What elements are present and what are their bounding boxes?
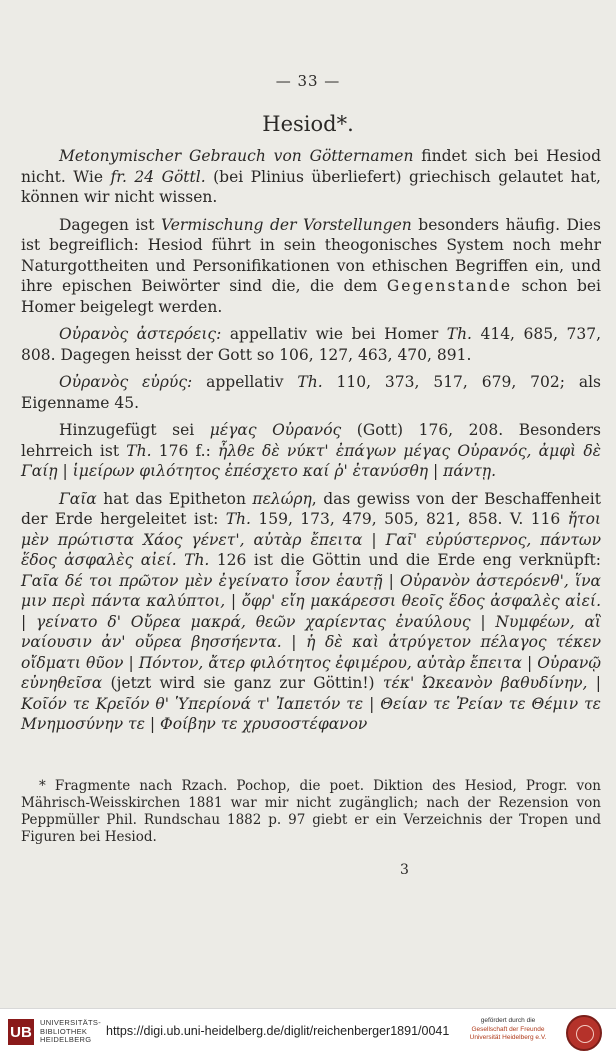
body-text — [21, 146, 601, 735]
footnote-text: * Fragmente nach Rzach. Pochop, die poet. Diktion des Hesiod, Progr. von Mährisch-Weisskirchen 1881 war mir nicht zugänglich; nach der Rezension von Peppmüller Phil. Rundschau 1882 p. 97 giebt er ein Verzeichnis der Tropen und Figuren bei Hesiod. — [21, 778, 601, 845]
text-run: appellativ wie bei Homer — [221, 325, 447, 343]
sponsor-credit[interactable]: gefördert durch die Gesellschaft der Freunde Universität Heidelberg e.V. — [469, 1017, 547, 1041]
library-mark-icon: UB — [8, 1019, 34, 1045]
text-run: besonders häufig. Dies ist begreiflich: Hesiod führt in sein theogonisches System noch mehr Naturgottheiten und Personifikationen von ethischen Begriffen ein, und ihre epischen Beiwörter sind die, die dem — [21, 215, 601, 295]
library-logo[interactable] — [8, 1019, 101, 1045]
footnote — [21, 778, 601, 846]
greek-quote: Γαῖα — [59, 489, 97, 508]
paragraph — [21, 324, 601, 365]
text-run: appellativ — [192, 373, 298, 391]
text-run: hat das Epitheton — [96, 489, 253, 508]
paragraph — [21, 489, 601, 735]
greek-quote: Οὐρανὸς εὐρύς: — [59, 373, 193, 391]
paragraph — [21, 215, 601, 318]
greek-quote: ἦλθε δὲ νύκτ' ἐπάγων μέγας Οὐρανός, ἀμφὶ δὲ Γαίῃ | ἱμείρων φιλότητος ἐπέσχετο καί ῥ' ἐτανύσθη | πάντῃ. — [21, 441, 601, 480]
emphasis: Th. — [225, 510, 251, 528]
greek-quote: ἤτοι μὲν πρώτιστα Χάος γένετ', αὐτὰρ ἔπειτα | Γαῖ' εὐρύστερνος, πάντων ἕδος ἀσφαλὲς αἰεί. — [21, 510, 601, 569]
greek-quote: Γαῖα δέ τοι πρῶτον μὲν ἐγείνατο ἶσον ἑαυτῇ | Οὐρανὸν ἀστερόενθ', ἵνα μιν περὶ πάντα καλύπτοι, | ὄφρ' εἴη μακάρεσσι θεοῖς ἕδος ἀσφαλὲς αἰεί. | γείνατο δ' Οὔρεα μακρά, θεῶν χαρίεντας ἐναύλους | Νυμφέων, αἳ ναίουσιν ἀν' οὔρεα βησσήεντα. | ἡ δὲ καὶ ἀτρύγετον πέλαγος τέκεν οἴδματι θῦον | Πόντον, ἄτερ φιλότητος ἐφιμέρου, αὐτὰρ ἔπειτα | Οὐρανῷ εὐνηθεῖσα — [21, 571, 601, 692]
paragraph — [21, 372, 601, 413]
footnote-rule — [21, 770, 601, 771]
emphasis: Th. — [184, 551, 210, 569]
text-run: Dagegen ist — [59, 215, 161, 234]
paragraph — [21, 420, 601, 482]
text-run: schon bei Homer beigelegt werden. — [21, 277, 601, 316]
text-run — [177, 551, 184, 569]
text-run: 414, 685, 737, 808. Dagegen heisst der Gott so 106, 127, 463, 470, 891. — [21, 325, 601, 364]
permalink[interactable]: https://digi.ub.uni-heidelberg.de/diglit/reichenberger1891/0041 — [106, 1024, 450, 1038]
library-name: UNIVERSITÄTS- BIBLIOTHEK HEIDELBERG — [40, 1018, 101, 1045]
viewer-footer — [0, 1008, 616, 1057]
greek-quote: Οὐρανὸς ἀστερόεις: — [59, 325, 222, 343]
text-run: findet sich bei Hesiod nicht. Wie — [21, 147, 602, 186]
text-run: (bei Plinius überliefert) griechisch gelautet hat, können wir nicht wissen. — [21, 167, 601, 206]
emphasis: fr. 24 Göttl. — [110, 167, 206, 186]
university-seal-icon — [566, 1015, 602, 1051]
emphasis: Metonymischer Gebrauch von Götternamen — [59, 147, 414, 165]
text-run: 126 ist die Göttin und die Erde eng verknüpft: — [209, 551, 602, 569]
greek-quote: πελώρη — [252, 489, 312, 508]
emphasis: Th. — [446, 325, 472, 343]
text-run: 159, 173, 479, 505, 821, 858. V. 116 — [250, 510, 568, 528]
emphasis: Gegenstande — [386, 277, 512, 295]
section-title: Hesiod*. — [262, 112, 354, 136]
greek-quote: μέγας Οὐρανός — [209, 421, 342, 439]
text-run: (Gott) 176, 208. Besonders lehrreich ist — [21, 421, 602, 460]
emphasis: Vermischung der Vorstellungen — [160, 215, 412, 234]
greek-quote: τέκ' Ὠκεανὸν βαθυδίνην, | Κοῖόν τε Κρεῖόν θ' Ὑπερίονά τ' Ἰαπετόν τε | Θείαν τε Ῥείαν τε Θέμιν τε Μνημοσύνην τε | Φοίβην τε χρυσοστέφανον — [21, 674, 601, 733]
text-run: 110, 373, 517, 679, 702; als Eigenname 45. — [21, 373, 601, 412]
text-run: Hinzugefügt sei — [59, 421, 210, 439]
text-run: , das gewiss von der Beschaffenheit der Erde hergeleitet ist: — [21, 489, 601, 528]
page-number: — 33 — — [275, 72, 341, 90]
emphasis: Th. — [126, 441, 152, 460]
text-run: 176 f.: — [151, 441, 219, 460]
emphasis: Th. — [297, 373, 323, 391]
signature-mark: 3 — [400, 862, 409, 878]
paragraph — [21, 146, 601, 208]
text-run: (jetzt wird sie ganz zur Göttin!) — [102, 674, 383, 692]
